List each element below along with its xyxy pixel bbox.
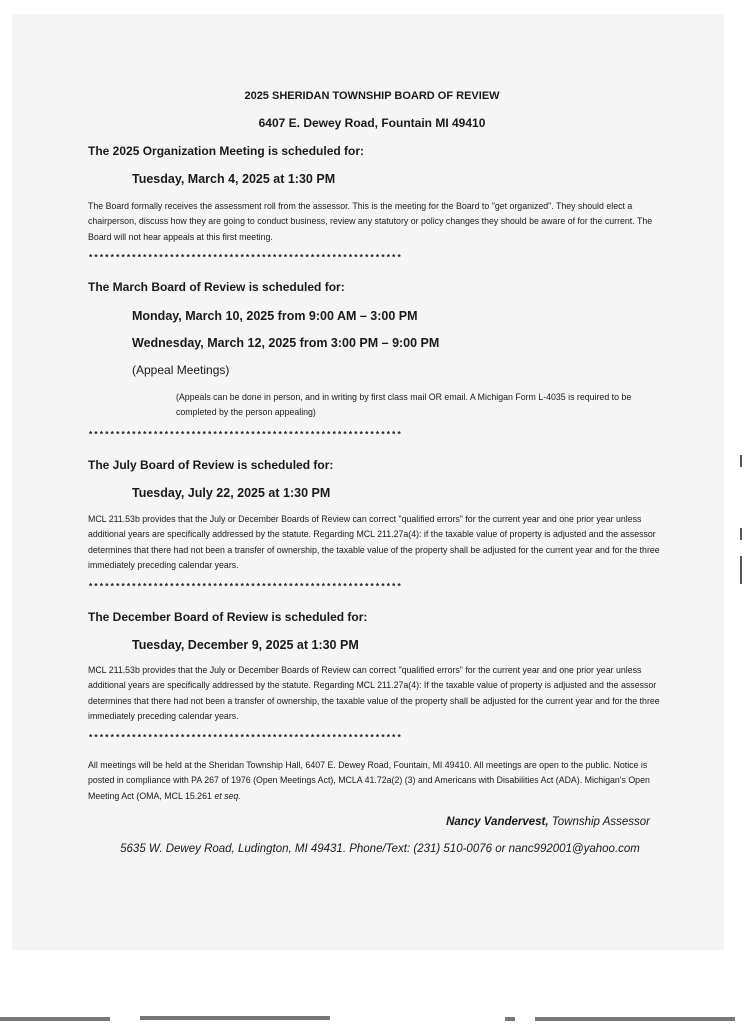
meeting-notice-text: All meetings will be held at the Sheridan Township Hall, 6407 E. Dewey Road, Fountain, MI 49410. All meetings are open to the public. Notice is posted in compliance with PA 267 of 1976 (Open Meetings Act), MCLA 41.72a(2) (3) and Americans with Disabilities Act (ADA). Michigan's Open Meeting Act (OMA, MCL 15.261 (88, 760, 650, 801)
scan-bottom-streak (505, 1017, 515, 1021)
july-heading: The July Board of Review is scheduled for: (88, 458, 334, 472)
separator: ********************************************************** (88, 582, 402, 592)
document-address: 6407 E. Dewey Road, Fountain MI 49410 (258, 116, 486, 130)
assessor-name: Nancy Vandervest, (446, 816, 549, 828)
july-body: MCL 211.53b provides that the July or December Boards of Review can correct "qualified errors" for the current year and one prior year unless additional years are specifically addressed by the statute. Regarding MCL 211.27a(4): if the taxable value of property is adjusted and the assessor determines that there had not been a transfer of ownership, the taxable value of the property shall be adjusted for the current year and for the three immediately preceding calendar years. (88, 514, 660, 570)
march-date-2: Wednesday, March 12, 2025 from 3:00 PM – 9:00 PM (132, 336, 440, 350)
march-heading: The March Board of Review is scheduled for: (88, 280, 345, 294)
meeting-notice (88, 758, 660, 804)
scan-bottom-streak (535, 1017, 735, 1021)
december-body: MCL 211.53b provides that the July or December Boards of Review can correct "qualified errors" for the current year and one prior year unless additional years are specifically addressed by the statute. Regarding MCL 211.27a(4): If the taxable value of property is adjusted and the assessor determines that there had not been a transfer of ownership, the taxable value of the property shall be adjusted for the current year and for the three immediately preceding calendar years. (88, 665, 660, 721)
december-date: Tuesday, December 9, 2025 at 1:30 PM (132, 638, 359, 652)
separator: ********************************************************** (88, 733, 402, 743)
appeal-meetings-label: (Appeal Meetings) (132, 363, 230, 377)
document-title: 2025 SHERIDAN TOWNSHIP BOARD OF REVIEW (244, 90, 500, 102)
scan-bottom-streak (0, 1017, 110, 1021)
assessor-signature (446, 816, 650, 828)
march-date-1: Monday, March 10, 2025 from 9:00 AM – 3:00 PM (132, 309, 418, 323)
december-heading: The December Board of Review is scheduled for: (88, 610, 368, 624)
july-date: Tuesday, July 22, 2025 at 1:30 PM (132, 486, 331, 500)
organization-heading: The 2025 Organization Meeting is scheduled for: (88, 144, 365, 158)
separator: ********************************************************** (88, 253, 402, 263)
separator: ********************************************************** (88, 430, 402, 440)
assessor-contact: 5635 W. Dewey Road, Ludington, MI 49431. Phone/Text: (231) 510-0076 or nanc992001@yahoo.com (120, 843, 640, 855)
organization-date: Tuesday, March 4, 2025 at 1:30 PM (132, 172, 336, 186)
scan-bottom-streak (140, 1016, 330, 1020)
scan-edge-mark (740, 455, 742, 467)
meeting-notice-italic: et seq. (214, 790, 241, 801)
scan-edge-mark (740, 556, 742, 584)
appeal-note: (Appeals can be done in person, and in writing by first class mail OR email. A Michigan Form L-4035 is required to be completed by the person appealing) (176, 392, 632, 417)
scan-edge-mark (740, 528, 742, 540)
assessor-title: Township Assessor (548, 816, 650, 828)
organization-body: The Board formally receives the assessment roll from the assessor. This is the meeting for the Board to "get organized". They should elect a chairperson, discuss how they are going to conduct business, review any statutory or policy changes they should be aware of for the current. The Board will not hear appeals at this first meeting. (88, 201, 653, 242)
